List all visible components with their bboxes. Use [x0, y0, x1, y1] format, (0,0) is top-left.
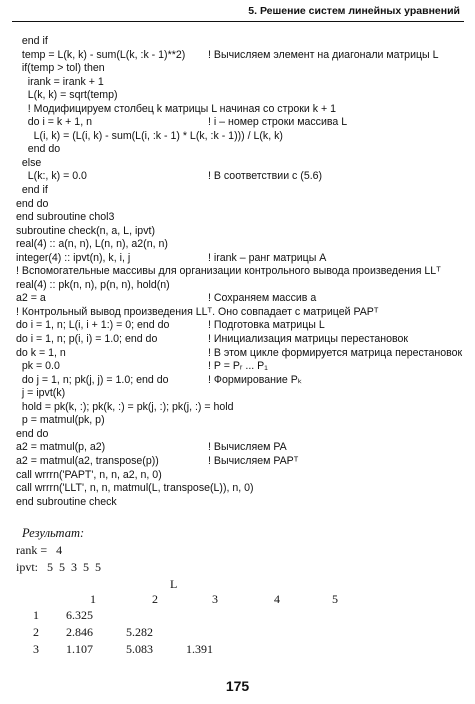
matrix-column-header: 5: [332, 592, 338, 606]
matrix-column-header: 3: [212, 592, 218, 606]
code-comment: ! Сохраняем массив a: [208, 292, 317, 305]
code-text: ! Контрольный вывод произведения LLᵀ. Оно совпадает с матрицей PAPᵀ: [16, 305, 379, 318]
matrix-cell: 5.083: [126, 642, 153, 656]
code-line: [16, 374, 466, 388]
ipvt-output: ipvt: 5 5 3 5 5: [16, 560, 102, 574]
rank-output: rank = 4: [16, 543, 63, 557]
matrix-cell: 5.282: [126, 625, 153, 639]
matrix-cell: 2.846: [66, 625, 93, 639]
code-line: [16, 35, 466, 49]
code-line: [16, 170, 466, 184]
code-line: [16, 211, 466, 225]
code-text: end subroutine check: [16, 495, 117, 508]
code-text: a2 = matmul(a2, transpose(p)): [16, 454, 159, 467]
code-line: [16, 360, 466, 374]
code-text: a2 = a: [16, 292, 46, 305]
running-header: [12, 4, 464, 22]
fortran-code-listing: [16, 35, 466, 509]
code-text: end do: [16, 143, 61, 156]
code-comment: ! Подготовка матрицы L: [208, 319, 325, 332]
code-line: [16, 143, 466, 157]
code-comment: ! Вычисляем PAPᵀ: [208, 454, 299, 467]
code-line: [16, 387, 466, 401]
code-line: [16, 198, 466, 212]
code-line: [16, 265, 466, 279]
code-text: L(k:, k) = 0.0: [16, 170, 87, 183]
code-text: a2 = matmul(p, a2): [16, 441, 106, 454]
code-comment: ! В соответствии с (5.6): [208, 170, 323, 183]
code-text: end if: [16, 35, 48, 47]
code-text: call wrrrn('LLT', n, n, matmul(L, transpose(L)), n, 0): [16, 482, 254, 495]
matrix-cell: 1.107: [66, 642, 93, 656]
code-text: do k = 1, n: [16, 346, 66, 359]
code-line: [16, 225, 466, 239]
code-text: real(4) :: pk(n, n), p(n, n), hold(n): [16, 278, 170, 291]
code-line: [16, 130, 466, 144]
code-line: [16, 238, 466, 252]
result-heading: Результат:: [22, 526, 85, 540]
code-line: [16, 62, 466, 76]
matrix-column-header: 2: [152, 592, 158, 606]
code-text: end subroutine chol3: [16, 211, 115, 224]
code-comment: ! Инициализация матрицы перестановок: [208, 333, 408, 346]
matrix-label: L: [170, 577, 178, 591]
code-comment: ! P = Pᵣ ... P₁: [208, 360, 268, 373]
code-line: [16, 116, 466, 130]
code-text: L(i, k) = (L(i, k) - sum(L(i, :k - 1) * L(k, :k - 1))) / L(k, k): [16, 129, 283, 142]
code-line: [16, 333, 466, 347]
matrix-column-header: 1: [90, 592, 96, 606]
matrix-cell: 1.391: [186, 642, 213, 656]
code-line: [16, 49, 466, 63]
code-text: p = matmul(pk, p): [16, 414, 105, 427]
code-line: [16, 455, 466, 469]
code-line: [16, 292, 466, 306]
code-line: [16, 482, 466, 496]
code-text: do i = k + 1, n: [16, 116, 92, 129]
code-line: [16, 496, 466, 510]
code-line: [16, 401, 466, 415]
code-text: do j = 1, n; pk(j, j) = 1.0; end do: [16, 373, 169, 386]
code-text: call wrrrn('PAPT', n, n, a2, n, 0): [16, 468, 162, 481]
code-line: [16, 103, 466, 117]
code-text: temp = L(k, k) - sum(L(k, :k - 1)**2): [16, 48, 186, 61]
code-text: ! Вспомогательные массивы для организации контрольного вывода произведения LLᵀ: [16, 265, 441, 278]
code-line: [16, 252, 466, 266]
matrix-column-header: 4: [274, 592, 280, 606]
code-line: [16, 76, 466, 90]
code-text: j = ipvt(k): [16, 387, 66, 400]
code-line: [16, 441, 466, 455]
code-line: [16, 428, 466, 442]
code-text: do i = 1, n; L(i, i + 1:) = 0; end do: [16, 319, 170, 332]
code-text: end do: [16, 197, 49, 210]
code-comment: ! irank – ранг матрицы A: [208, 251, 327, 264]
code-line: [16, 184, 466, 198]
code-text: end if: [16, 184, 48, 197]
code-text: hold = pk(k, :); pk(k, :) = pk(j, :); pk(j, :) = hold: [16, 400, 234, 413]
code-comment: ! Вычисляем PA: [208, 441, 287, 454]
code-line: [16, 319, 466, 333]
page-number: 175: [225, 678, 250, 694]
matrix-row-index: 3: [33, 642, 39, 656]
code-text: irank = irank + 1: [16, 75, 104, 88]
code-comment: ! i – номер строки массива L: [208, 116, 348, 129]
matrix-row-index: 1: [33, 608, 39, 622]
code-comment: ! Формирование Pₖ: [208, 373, 303, 386]
code-text: pk = 0.0: [16, 360, 60, 373]
code-line: [16, 157, 466, 171]
code-line: [16, 414, 466, 428]
matrix-row-index: 2: [33, 625, 39, 639]
code-comment: ! В этом цикле формируется матрица перестановок: [208, 346, 463, 359]
code-text: integer(4) :: ipvt(n), k, i, j: [16, 251, 131, 264]
code-text: end do: [16, 427, 49, 440]
matrix-cell: 6.325: [66, 608, 93, 622]
running-header-title: 5. Решение систем линейных уравнений: [248, 5, 460, 17]
code-line: [16, 89, 466, 103]
code-text: if(temp > tol) then: [16, 62, 105, 75]
code-text: L(k, k) = sqrt(temp): [16, 89, 118, 102]
code-text: real(4) :: a(n, n), L(n, n), a2(n, n): [16, 238, 168, 251]
code-line: [16, 469, 466, 483]
code-text: do i = 1, n; p(i, i) = 1.0; end do: [16, 333, 158, 346]
code-line: [16, 306, 466, 320]
code-line: [16, 279, 466, 293]
code-text: subroutine check(n, a, L, ipvt): [16, 224, 155, 237]
code-line: [16, 347, 466, 361]
code-text: ! Модифицируем столбец k матрицы L начиная со строки k + 1: [16, 102, 336, 115]
code-text: else: [16, 156, 42, 169]
code-comment: ! Вычисляем элемент на диагонали матрицы L: [208, 48, 439, 61]
